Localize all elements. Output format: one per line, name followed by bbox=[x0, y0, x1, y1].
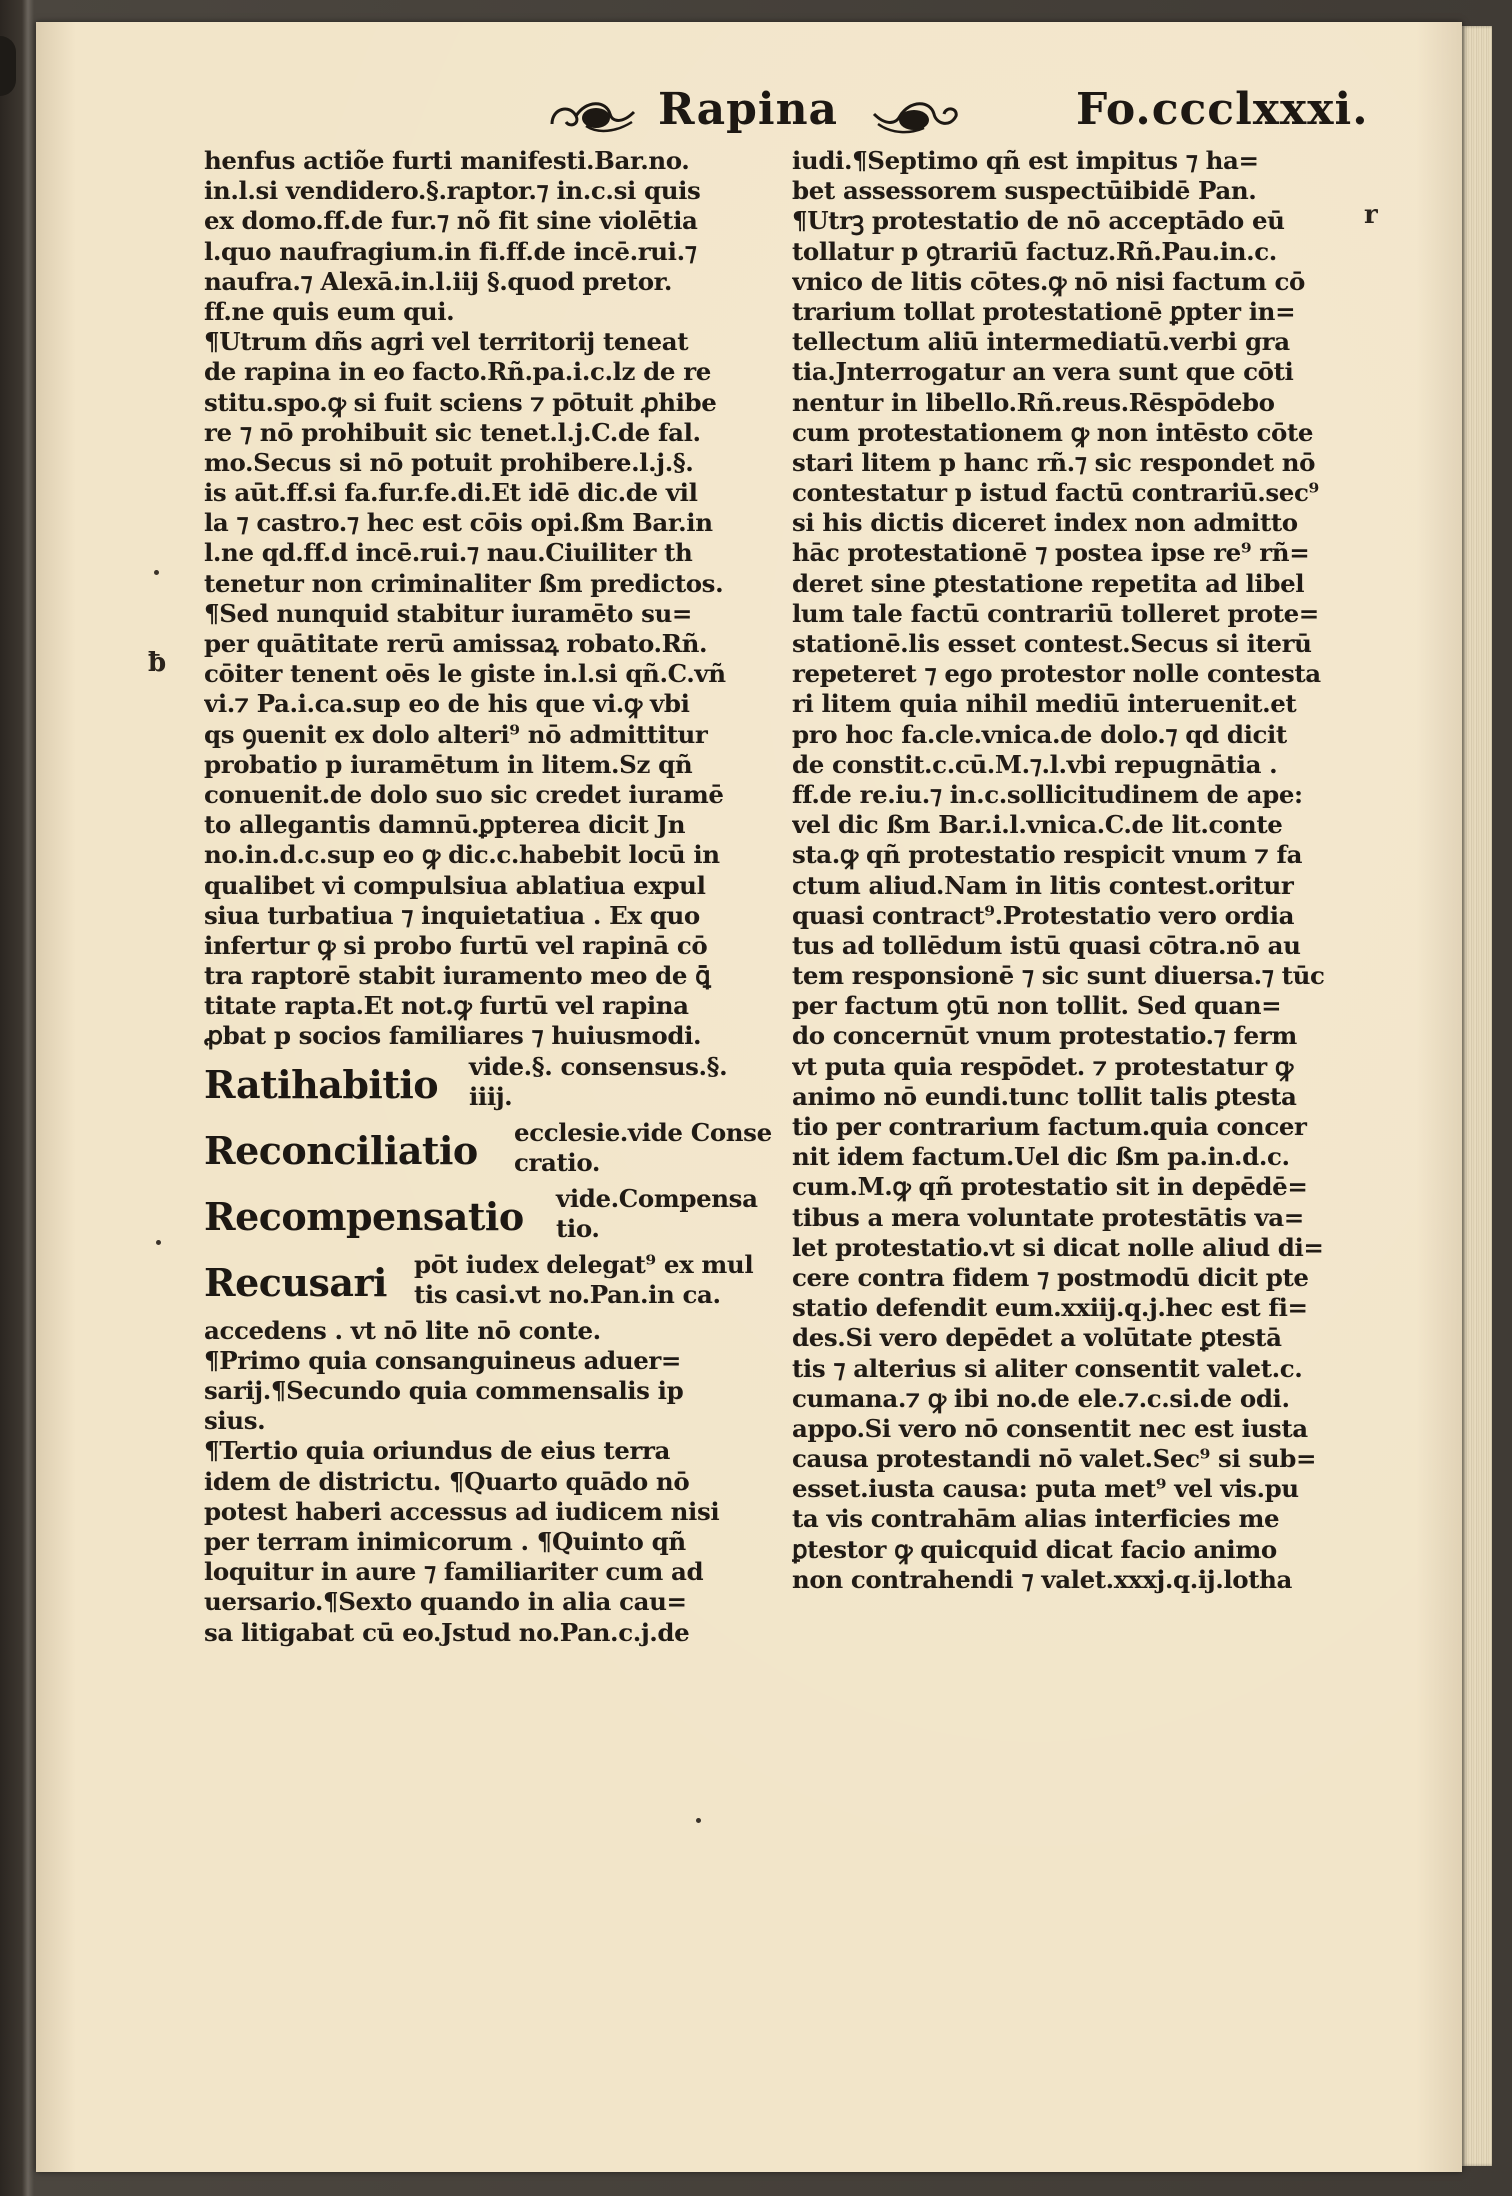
text-line: appo.Si vero nō consentit nec est iusta bbox=[792, 1413, 1308, 1443]
entry-reference bbox=[514, 1118, 772, 1178]
text-line: sta.ꝙ qñ protestatio respicit vnum ⁊ fa bbox=[792, 840, 1303, 870]
left-column-text-top bbox=[204, 146, 800, 1052]
scroll-ornament-icon bbox=[870, 94, 962, 138]
entry-reference-line: pōt iudex delegat⁹ ex mul bbox=[414, 1249, 754, 1279]
text-line: uersario.¶Sexto quando in alia cau= bbox=[204, 1587, 687, 1617]
text-line: cumana.⁊ ꝙ ibi no.de ele.⁊.c.si.de odi. bbox=[792, 1383, 1290, 1413]
text-line: titate rapta.Et not.ꝙ furtū vel rapina bbox=[204, 991, 689, 1021]
entry-lemma: Recusari bbox=[204, 1259, 387, 1305]
text-line: des.Si vero depēdet a volūtate ꝑtestā bbox=[792, 1323, 1282, 1353]
entry-reference bbox=[556, 1184, 758, 1244]
text-line: re ⁊ nō prohibuit sic tenet.l.j.C.de fal. bbox=[204, 417, 701, 447]
text-line: vel dic ßm Bar.i.l.vnica.C.de lit.conte bbox=[792, 810, 1283, 840]
text-line: infertur ꝙ si probo furtū vel rapinā cō bbox=[204, 930, 708, 960]
text-line: qs ꝯuenit ex dolo alteri⁹ nō admittitur bbox=[204, 719, 708, 749]
text-line: stari litem p hanc rñ.⁊ sic respondet nō bbox=[792, 447, 1316, 477]
text-line: tia.Jnterrogatur an vera sunt que cōti bbox=[792, 357, 1294, 387]
text-line: ff.de re.iu.⁊ in.c.sollicitudinem de ape: bbox=[792, 779, 1303, 809]
text-line: trarium tollat protestationē ꝑpter in= bbox=[792, 296, 1296, 326]
text-line: tenetur non criminaliter ßm predictos. bbox=[204, 568, 724, 598]
entry-reference-line: vide.Compensa bbox=[556, 1183, 758, 1213]
text-line: no.in.d.c.sup eo ꝙ dic.c.habebit locū in bbox=[204, 840, 720, 870]
text-line: ¶Primo quia consanguineus aduer= bbox=[204, 1345, 682, 1375]
text-line: henfus actiõe furti manifesti.Bar.no. bbox=[204, 146, 690, 175]
text-line: la ⁊ castro.⁊ hec est cōis opi.ßm Bar.in bbox=[204, 508, 713, 538]
text-line: do concernūt vnum protestatio.⁊ ferm bbox=[792, 1021, 1297, 1051]
text-line: ¶Utrꝫ protestatio de nō acceptādo eū bbox=[792, 206, 1285, 236]
text-line: l.ne qd.ff.d incē.rui.⁊ nau.Ciuiliter th bbox=[204, 538, 693, 568]
text-line: ¶Tertio quia oriundus de eius terra bbox=[204, 1436, 670, 1466]
text-line: ¶Sed nunquid stabitur iuramēto su= bbox=[204, 598, 693, 628]
text-line: ctum aliud.Nam in litis contest.oritur bbox=[792, 870, 1294, 900]
margin-dot-icon bbox=[696, 1818, 701, 1823]
text-line: let protestatio.vt si dicat nolle aliud di= bbox=[792, 1232, 1324, 1262]
text-line: sius. bbox=[204, 1406, 266, 1436]
entry-lemma: Recompensatio bbox=[204, 1193, 524, 1239]
text-line: vt puta quia respōdet. ⁊ protestatur ꝙ bbox=[792, 1051, 1293, 1081]
text-line: cum.M.ꝙ qñ protestatio sit in depēdē= bbox=[792, 1172, 1308, 1202]
text-line: qualibet vi compulsiua ablatiua expul bbox=[204, 870, 706, 900]
text-line: tellectum aliū intermediatū.verbi gra bbox=[792, 327, 1290, 357]
left-column bbox=[204, 146, 800, 1648]
text-line: hāc protestationē ⁊ postea ipse re⁹ rñ= bbox=[792, 538, 1310, 568]
text-line: tibus a mera voluntate protestātis va= bbox=[792, 1202, 1304, 1232]
text-line: contestatur p istud factū contrariū.sec⁹ bbox=[792, 478, 1319, 508]
text-line: tem responsionē ⁊ sic sunt diuersa.⁊ tūc bbox=[792, 961, 1325, 991]
text-line: in.l.si vendidero.§.raptor.⁊ in.c.si quis bbox=[204, 176, 701, 206]
entry-lemma: Ratihabitio bbox=[204, 1061, 439, 1107]
text-line: ꝑtestor ꝙ quicquid dicat facio animo bbox=[792, 1534, 1277, 1564]
text-line: bet assessorem suspectūibidē Pan. bbox=[792, 176, 1257, 206]
folio-number: Fo.ccclxxxi. bbox=[1076, 84, 1369, 135]
text-line: mo.Secus si nō potuit prohibere.l.j.§. bbox=[204, 447, 694, 477]
index-entry-ratihabitio bbox=[204, 1052, 800, 1118]
binding-hole bbox=[0, 36, 16, 96]
margin-dot-icon bbox=[154, 570, 159, 575]
margin-mark-icon: r bbox=[1364, 200, 1378, 230]
text-line: sarij.¶Secundo quia commensalis ip bbox=[204, 1376, 684, 1405]
text-line: animo nō eundi.tunc tollit talis ꝑtesta bbox=[792, 1081, 1297, 1111]
text-line: si his dictis diceret index non admitto bbox=[792, 508, 1298, 538]
text-line: per factum ꝯtū non tollit. Sed quan= bbox=[792, 991, 1282, 1021]
text-line: tollatur p ꝯtrariū factuz.Rñ.Pau.in.c. bbox=[792, 236, 1277, 266]
page-edges bbox=[1462, 26, 1492, 2166]
entry-reference-line: iiij. bbox=[469, 1081, 513, 1111]
entry-reference bbox=[469, 1052, 727, 1112]
text-line: vnico de litis cōtes.ꝙ nō nisi factum cō bbox=[792, 266, 1305, 296]
entry-reference-line: tio. bbox=[556, 1213, 600, 1243]
entry-reference bbox=[414, 1250, 753, 1310]
text-line: ex domo.ff.de fur.⁊ nõ fit sine violētia bbox=[204, 206, 698, 236]
index-entry-reconciliatio bbox=[204, 1118, 800, 1184]
text-line: de rapina in eo facto.Rñ.pa.i.c.lz de re bbox=[204, 357, 711, 387]
text-line: deret sine ꝑtestatione repetita ad libel bbox=[792, 568, 1305, 598]
text-line: is aūt.ff.si fa.fur.fe.di.Et idē dic.de vil bbox=[204, 478, 698, 508]
entry-reference-line: ecclesie.vide Conse bbox=[514, 1117, 772, 1147]
text-line: sa litigabat cū eo.Jstud no.Pan.c.j.de bbox=[204, 1617, 690, 1647]
running-title: Rapina bbox=[658, 84, 839, 135]
text-line: conuenit.de dolo suo sic credet iuramē bbox=[204, 779, 724, 809]
entry-reference-line: tis casi.vt no.Pan.in ca. bbox=[414, 1279, 721, 1309]
text-line: pro hoc fa.cle.vnica.de dolo.⁊ qd dicit bbox=[792, 719, 1287, 749]
text-line: quasi contract⁹.Protestatio vero ordia bbox=[792, 900, 1295, 930]
text-line: cum protestationem ꝙ non intēsto cōte bbox=[792, 417, 1314, 447]
text-line: ta vis contrahām alias interficies me bbox=[792, 1504, 1280, 1534]
entry-reference-line: vide.§. consensus.§. bbox=[469, 1051, 728, 1081]
right-column bbox=[792, 146, 1392, 1595]
entry-lemma: Reconciliatio bbox=[204, 1127, 478, 1173]
book-page bbox=[36, 22, 1462, 2172]
text-line: siua turbatiua ⁊ inquietatiua . Ex quo bbox=[204, 900, 700, 930]
text-line: idem de districtu. ¶Quarto quādo nō bbox=[204, 1466, 690, 1496]
index-entry-recompensatio bbox=[204, 1184, 800, 1250]
left-column-text-bottom bbox=[204, 1316, 800, 1648]
text-line: per terram inimicorum . ¶Quinto qñ bbox=[204, 1526, 686, 1556]
scroll-ornament-icon bbox=[546, 94, 638, 138]
text-line: stationē.lis esset contest.Secus si iterū bbox=[792, 629, 1312, 658]
text-line: nit idem factum.Uel dic ßm pa.in.d.c. bbox=[792, 1142, 1290, 1172]
text-line: loquitur in aure ⁊ familiariter cum ad bbox=[204, 1557, 704, 1587]
text-line: ꝓbat p socios familiares ⁊ huiusmodi. bbox=[204, 1021, 702, 1051]
text-line: tio per contrarium factum.quia concer bbox=[792, 1112, 1307, 1141]
text-line: l.quo naufragium.in fi.ff.de incē.rui.⁊ bbox=[204, 236, 697, 266]
text-line: accedens . vt nō lite nō conte. bbox=[204, 1315, 601, 1345]
text-line: ¶Utrum dñs agri vel territorij teneat bbox=[204, 327, 689, 357]
text-line: ff.ne quis eum qui. bbox=[204, 296, 455, 326]
text-line: tus ad tollēdum istū quasi cōtra.nō au bbox=[792, 930, 1301, 960]
index-entry-recusari bbox=[204, 1250, 800, 1316]
text-line: non contrahendi ⁊ valet.xxxj.q.ij.lotha bbox=[792, 1564, 1293, 1594]
running-header bbox=[546, 84, 1369, 150]
text-line: nentur in libello.Rñ.reus.Rēspōdebo bbox=[792, 387, 1275, 417]
text-line: repeteret ⁊ ego protestor nolle contesta bbox=[792, 659, 1321, 689]
text-line: vi.⁊ Pa.i.ca.sup eo de his que vi.ꝙ vbi bbox=[204, 689, 690, 719]
text-line: iudi.¶Septimo qñ est impitus ⁊ ha= bbox=[792, 146, 1259, 175]
text-line: to allegantis damnū.ꝑpterea dicit Jn bbox=[204, 810, 686, 840]
margin-mark-icon: ƀ bbox=[148, 648, 167, 678]
text-line: per quātitate rerū amissaꝝ robato.Rñ. bbox=[204, 629, 708, 658]
text-line: potest haberi accessus ad iudicem nisi bbox=[204, 1496, 720, 1526]
text-line: ri litem quia nihil mediū interuenit.et bbox=[792, 689, 1297, 719]
text-line: statio defendit eum.xxiij.q.j.hec est fi= bbox=[792, 1293, 1308, 1323]
text-line: de constit.c.cū.M.⁊.l.vbi repugnātia . bbox=[792, 749, 1278, 779]
text-line: tis ⁊ alterius si aliter consentit valet.c. bbox=[792, 1353, 1303, 1383]
text-line: tra raptorē stabit iuramento meo de ꝗ̄ bbox=[204, 961, 711, 991]
text-line: lum tale factū contrariū tolleret prote= bbox=[792, 598, 1319, 628]
text-line: esset.iusta causa: puta met⁹ vel vis.pu bbox=[792, 1474, 1299, 1504]
text-line: stitu.spo.ꝙ si fuit sciens ⁊ pōtuit ꝓhibe bbox=[204, 387, 717, 417]
text-line: probatio p iuramētum in litem.Sz qñ bbox=[204, 749, 693, 779]
text-line: causa protestandi nō valet.Sec⁹ si sub= bbox=[792, 1444, 1317, 1474]
text-line: cere contra fidem ⁊ postmodū dicit pte bbox=[792, 1262, 1309, 1292]
text-line: naufra.⁊ Alexā.in.l.iij §.quod pretor. bbox=[204, 266, 673, 296]
entry-reference-line: cratio. bbox=[514, 1147, 600, 1177]
margin-dot-icon bbox=[156, 1240, 161, 1245]
text-line: cōiter tenent oēs le giste in.l.si qñ.C.vñ bbox=[204, 659, 726, 689]
